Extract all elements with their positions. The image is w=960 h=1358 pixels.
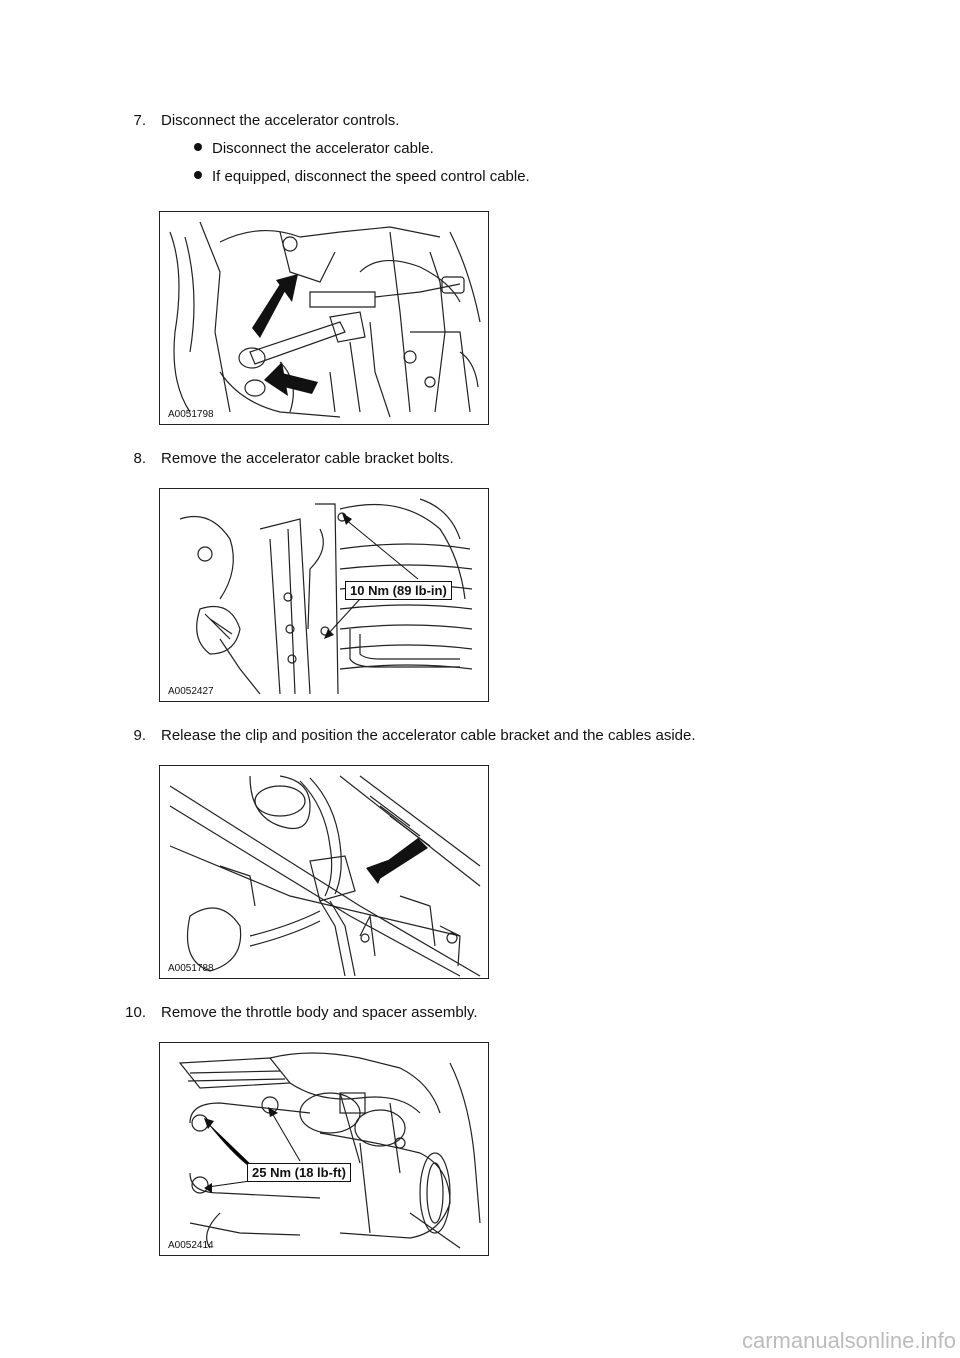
- figure-accelerator-controls: [159, 211, 489, 425]
- bullet-dot-icon: [194, 143, 202, 151]
- engine-illustration: [160, 1043, 488, 1255]
- torque-callout: 25 Nm (18 lb-ft): [247, 1163, 351, 1182]
- step-number: 8.: [133, 450, 146, 467]
- step-text: Remove the throttle body and spacer assembly.: [161, 1004, 478, 1021]
- step-text: Remove the accelerator cable bracket bolts.: [161, 450, 454, 467]
- step-number: 7.: [133, 112, 146, 129]
- engine-illustration: [160, 212, 488, 424]
- step-10: [0, 1004, 900, 1024]
- figure-id: A0052427: [168, 686, 214, 697]
- figure-id: A0051798: [168, 409, 214, 420]
- bullet-dot-icon: [194, 171, 202, 179]
- figure-id: A0052414: [168, 1240, 214, 1251]
- step-number: 9.: [133, 727, 146, 744]
- step-text: Release the clip and position the accelerator cable bracket and the cables aside.: [161, 727, 696, 744]
- bullet-text: Disconnect the accelerator cable.: [212, 140, 434, 157]
- torque-callout: 10 Nm (89 lb-in): [345, 581, 452, 600]
- step-7: [0, 112, 900, 132]
- figure-throttle-body: [159, 1042, 489, 1256]
- figure-id: A0051788: [168, 963, 214, 974]
- bullet-item: [194, 140, 434, 158]
- step-text: Disconnect the accelerator controls.: [161, 112, 400, 129]
- footer-watermark[interactable]: carmanualsonline.info: [741, 1328, 956, 1353]
- engine-illustration: [160, 766, 488, 978]
- step-number: 10.: [125, 1004, 146, 1021]
- bullet-text: If equipped, disconnect the speed control cable.: [212, 168, 530, 185]
- figure-cable-bracket-aside: [159, 765, 489, 979]
- figure-cable-bracket-bolts: [159, 488, 489, 702]
- bullet-item: [194, 168, 530, 186]
- step-8: [0, 450, 900, 470]
- step-9: [0, 727, 900, 747]
